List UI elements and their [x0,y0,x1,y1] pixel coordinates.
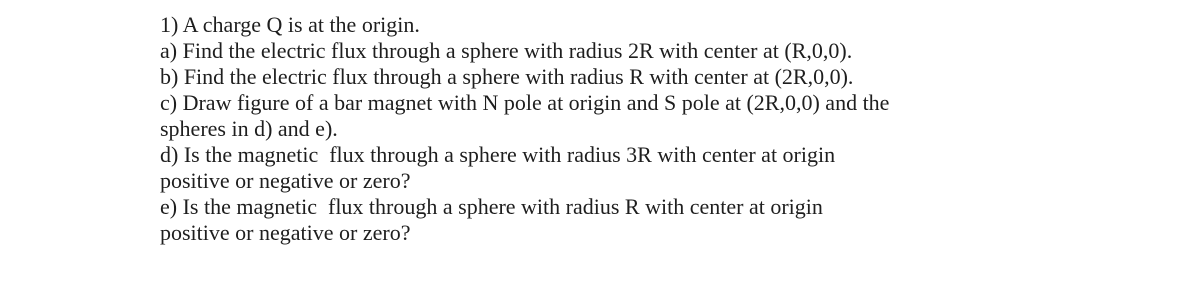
part-a-text: a) Find the electric flux through a sphere with radius 2R with center at (R,0,0). [160,38,853,63]
part-c-text-line-1: c) Draw figure of a bar magnet with N pole at origin and S pole at (2R,0,0) and the [160,90,890,115]
problem-text [160,12,1160,246]
part-e-text-line-2: positive or negative or zero? [160,220,411,245]
part-d-text-line-2: positive or negative or zero? [160,168,411,193]
problem-title: 1) A charge Q is at the origin. [160,12,420,37]
part-e-text-line-1: e) Is the magnetic flux through a sphere with radius R with center at origin [160,194,823,219]
part-c-text-line-2: spheres in d) and e). [160,116,338,141]
part-b-text: b) Find the electric flux through a sphere with radius R with center at (2R,0,0). [160,64,854,89]
part-d-text-line-1: d) Is the magnetic flux through a sphere with radius 3R with center at origin [160,142,836,167]
